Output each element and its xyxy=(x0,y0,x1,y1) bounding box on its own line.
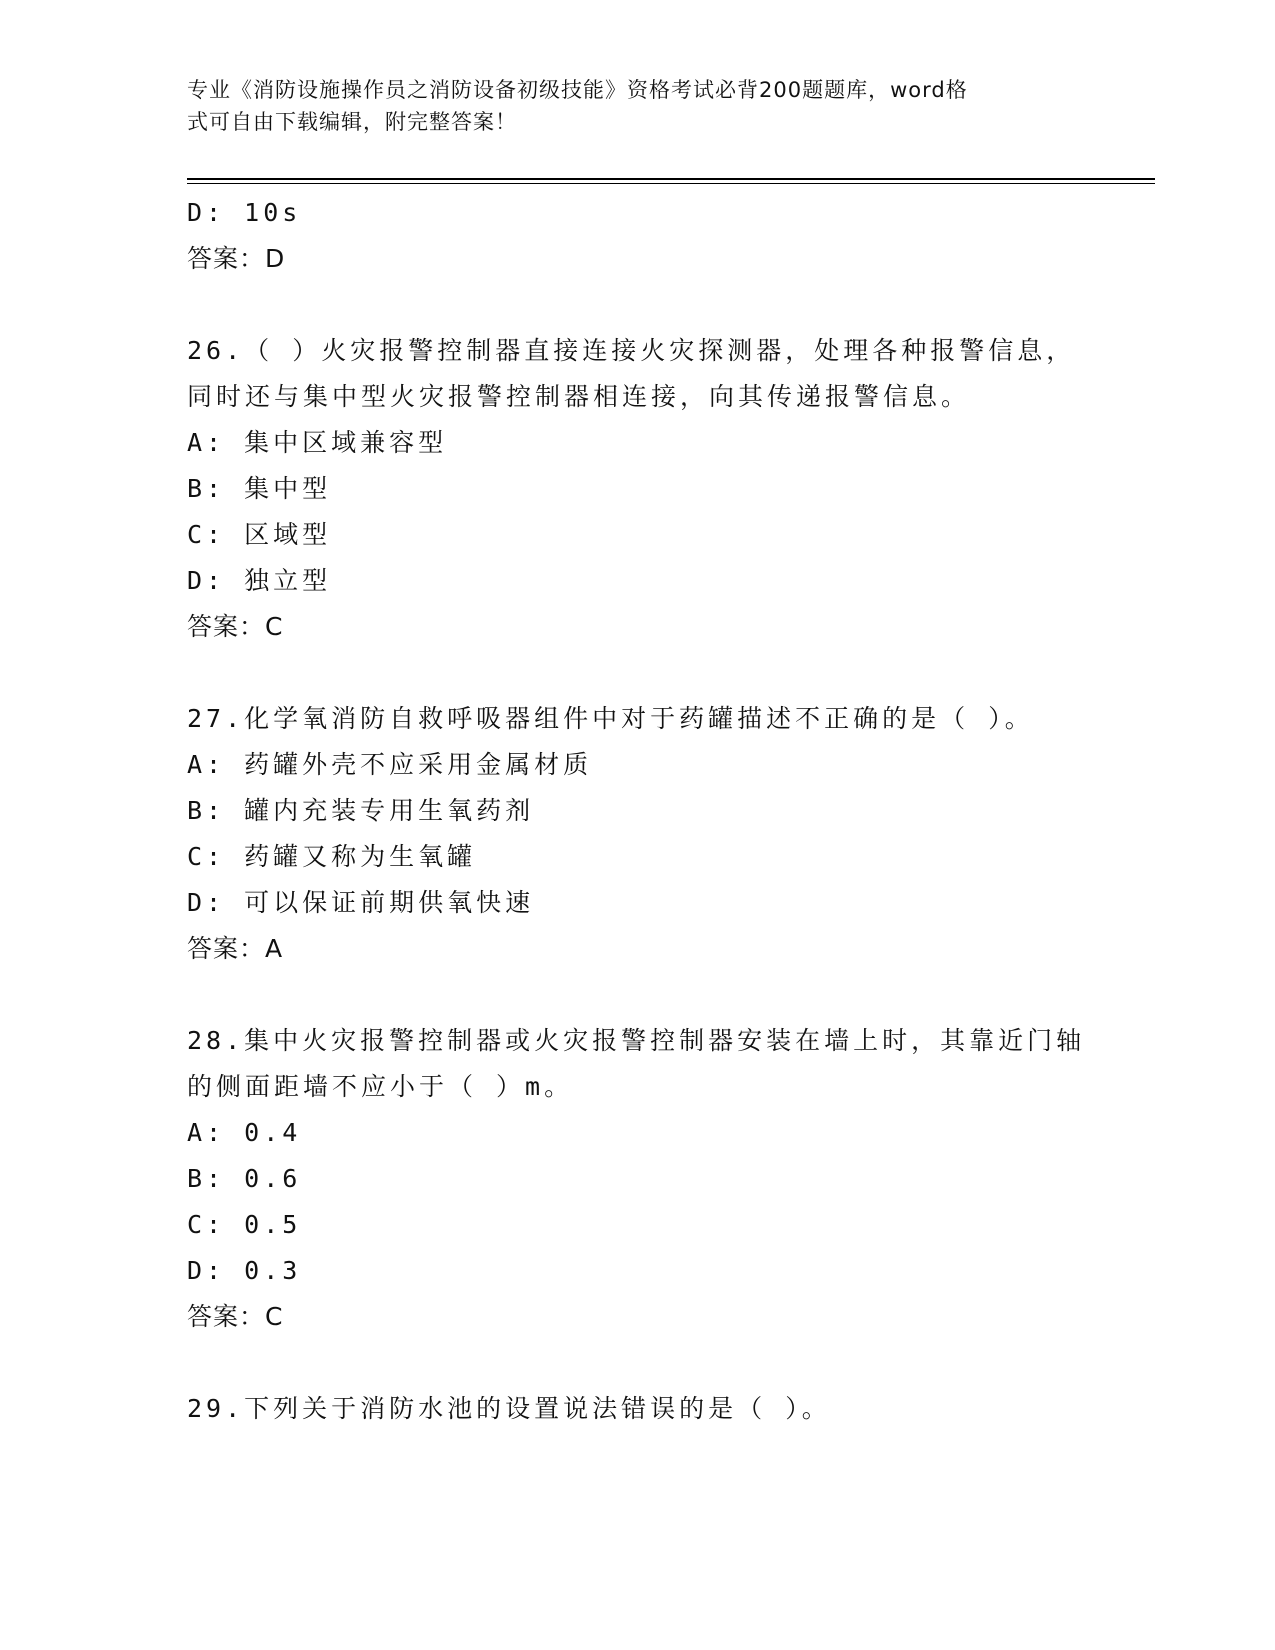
question-block xyxy=(187,1386,1087,1432)
option-c: C: 区域型 xyxy=(187,520,332,549)
option-b: B: 0.6 xyxy=(187,1164,302,1193)
option-b: B: 集中型 xyxy=(187,474,332,503)
question-block xyxy=(187,696,1087,972)
option-d: D: 独立型 xyxy=(187,566,332,595)
option-d: D: 10s xyxy=(187,198,302,227)
question-block xyxy=(187,1018,1087,1340)
answer-line: 答案：C xyxy=(187,1302,284,1331)
question-stem: 26.（ ）火灾报警控制器直接连接火灾探测器，处理各种报警信息， xyxy=(187,336,1076,365)
document-header xyxy=(187,74,1067,138)
option-a: A: 药罐外壳不应采用金属材质 xyxy=(187,750,593,779)
option-c: C: 药罐又称为生氧罐 xyxy=(187,842,477,871)
header-line-2: 式可自由下载编辑，附完整答案！ xyxy=(187,110,517,134)
header-line-1: 专业《消防设施操作员之消防设备初级技能》资格考试必背200题题库，word格 xyxy=(187,78,968,102)
question-block xyxy=(187,328,1087,650)
question-content xyxy=(187,190,1087,1432)
option-a: A: 0.4 xyxy=(187,1118,302,1147)
question-stem: 27.化学氧消防自救呼吸器组件中对于药罐描述不正确的是（ ）。 xyxy=(187,704,1034,733)
question-stem: 28.集中火灾报警控制器或火灾报警控制器安装在墙上时，其靠近门轴 xyxy=(187,1026,1086,1055)
option-a: A: 集中区域兼容型 xyxy=(187,428,448,457)
answer-line: 答案：C xyxy=(187,612,284,641)
option-c: C: 0.5 xyxy=(187,1210,302,1239)
question-stem: 29.下列关于消防水池的设置说法错误的是（ ）。 xyxy=(187,1394,831,1423)
question-stem-continued: 同时还与集中型火灾报警控制器相连接，向其传递报警信息。 xyxy=(187,382,971,411)
answer-line: 答案：D xyxy=(187,244,286,273)
option-d: D: 可以保证前期供氧快速 xyxy=(187,888,535,917)
answer-line: 答案：A xyxy=(187,934,284,963)
question-stem-continued: 的侧面距墙不应小于（ ）m。 xyxy=(187,1072,574,1101)
option-b: B: 罐内充装专用生氧药剂 xyxy=(187,796,535,825)
option-d: D: 0.3 xyxy=(187,1256,302,1285)
header-divider-thick xyxy=(187,178,1155,180)
header-divider-thin xyxy=(187,183,1155,184)
